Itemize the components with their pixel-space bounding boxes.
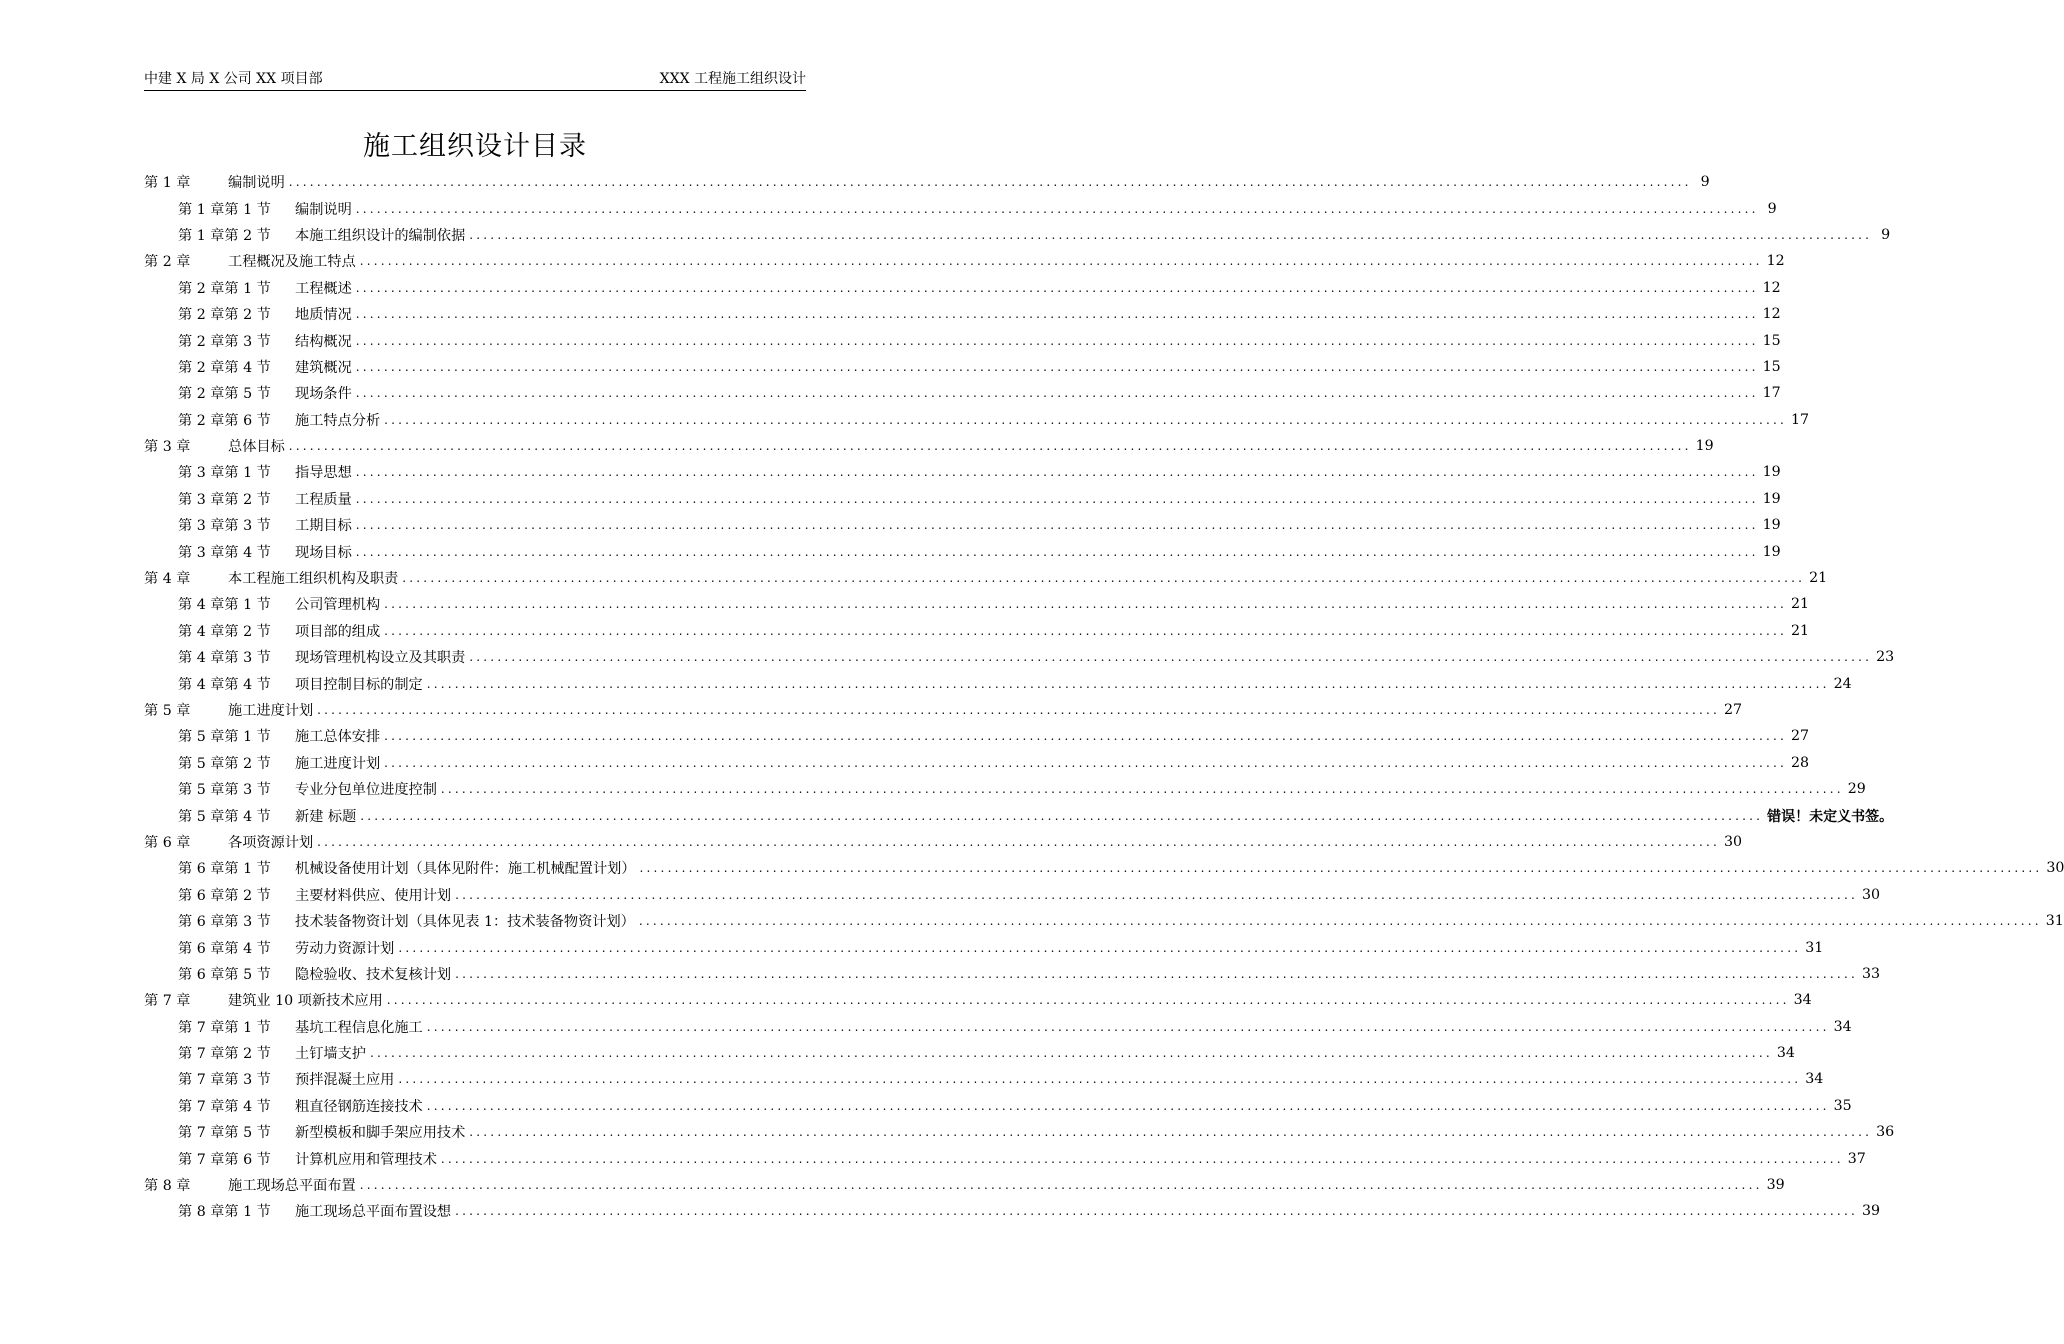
toc-leader-dots: ........................................................................................................................................................................................................ — [317, 703, 1721, 717]
toc-leader-dots: ........................................................................................................................................................................................................ — [384, 623, 1788, 638]
toc-entry-title: 施工现场总平面布置 — [228, 1178, 356, 1195]
toc-leader-dots: ........................................................................................................................................................................................................ — [384, 597, 1788, 612]
toc-leader-dots: ........................................................................................................................................................................................................ — [355, 491, 1759, 506]
toc-entry-number: 第 7 章第 1 节 — [178, 1019, 271, 1036]
toc-entry-number: 第 7 章第 2 节 — [178, 1046, 271, 1063]
toc-leader-dots: ........................................................................................................................................................................................................ — [398, 940, 1802, 955]
toc-page-number: 9 — [1700, 174, 1710, 191]
toc-page-number: 21 — [1791, 622, 1810, 639]
toc-leader-dots: ........................................................................................................................................................................................................ — [455, 966, 1858, 981]
toc-leader-dots: ........................................................................................................................................................................................................ — [355, 333, 1759, 348]
toc-section-entry[interactable] — [144, 380, 1781, 406]
toc-page-number: 9 — [1767, 200, 1777, 217]
toc-page-number: 39 — [1766, 1177, 1785, 1194]
toc-leader-dots: ........................................................................................................................................................................................................ — [355, 307, 1759, 322]
toc-entry-number: 第 1 章第 1 节 — [178, 201, 271, 218]
toc-leader-dots: ........................................................................................................................................................................................................ — [402, 571, 1806, 586]
toc-leader-dots: ........................................................................................................................................................................................................ — [384, 755, 1788, 770]
toc-leader-dots: ........................................................................................................................................................................................................ — [455, 887, 1858, 902]
toc-entry-title: 土钉墙支护 — [295, 1046, 366, 1063]
toc-entry-number: 第 6 章第 2 节 — [178, 887, 271, 904]
toc-entry-number: 第 6 章第 4 节 — [178, 940, 271, 957]
toc-leader-dots: ........................................................................................................................................................................................................ — [426, 1098, 1830, 1113]
toc-leader-dots: ........................................................................................................................................................................................................ — [638, 914, 2042, 929]
toc-section-entry[interactable] — [144, 908, 2064, 934]
toc-entry-number: 第 5 章第 1 节 — [178, 729, 271, 746]
toc-section-entry[interactable] — [144, 1198, 1881, 1224]
toc-page-number: 17 — [1791, 411, 1810, 428]
toc-entry-number: 第 6 章第 5 节 — [178, 966, 271, 983]
toc-page-number: 37 — [1847, 1150, 1866, 1167]
toc-entry-number: 第 2 章第 2 节 — [178, 307, 271, 324]
toc-entry-title: 新型模板和脚手架应用技术 — [295, 1125, 466, 1142]
toc-page-number: 21 — [1809, 570, 1828, 587]
toc-entry-title: 指导思想 — [295, 465, 352, 482]
toc-section-entry[interactable] — [144, 327, 1781, 353]
toc-entry-number: 第 3 章 — [144, 439, 191, 456]
toc-leader-dots: ........................................................................................................................................................................................................ — [384, 729, 1788, 744]
toc-leader-dots: ........................................................................................................................................................................................................ — [359, 1178, 1763, 1193]
toc-leader-dots: ........................................................................................................................................................................................................ — [355, 201, 1759, 216]
toc-page-number: 30 — [1724, 833, 1743, 850]
toc-entry-title: 施工进度计划 — [295, 755, 381, 772]
toc-section-entry[interactable] — [144, 195, 1777, 221]
toc-entry-title: 粗直径钢筋连接技术 — [295, 1098, 423, 1115]
toc-page-number: 19 — [1762, 517, 1781, 534]
toc-page-number: 19 — [1695, 438, 1714, 455]
toc-leader-dots: ........................................................................................................................................................................................................ — [469, 227, 1873, 242]
toc-section-entry[interactable] — [144, 459, 1781, 485]
toc-entry-title: 编制说明 — [228, 175, 285, 192]
toc-section-entry[interactable] — [144, 776, 1866, 802]
toc-section-entry[interactable] — [144, 538, 1781, 564]
toc-entry-number: 第 1 章第 2 节 — [178, 227, 271, 244]
toc-entry-title: 结构概况 — [295, 333, 352, 350]
toc-page-number: 15 — [1762, 332, 1781, 349]
toc-chapter-entry[interactable] — [144, 248, 1785, 274]
toc-section-entry[interactable] — [144, 1040, 1795, 1066]
toc-entry-number: 第 6 章第 1 节 — [178, 861, 271, 878]
toc-page-number: 19 — [1762, 543, 1781, 560]
toc-entry-title: 施工现场总平面布置设想 — [295, 1204, 452, 1221]
toc-section-entry[interactable] — [144, 591, 1810, 617]
toc-page-number: 30 — [2046, 860, 2064, 877]
page-header — [144, 64, 806, 91]
toc-entry-title: 施工进度计划 — [228, 703, 314, 719]
toc-chapter-entry[interactable] — [144, 697, 1743, 723]
toc-entry-title: 现场管理机构设立及其职责 — [295, 650, 466, 667]
toc-leader-dots: ........................................................................................................................................................................................................ — [355, 386, 1759, 401]
toc-chapter-entry[interactable] — [144, 433, 1714, 459]
toc-leader-dots: ........................................................................................................................................................................................................ — [469, 650, 1873, 665]
toc-section-entry[interactable] — [144, 354, 1781, 380]
toc-entry-number: 第 7 章第 6 节 — [178, 1151, 271, 1168]
toc-entry-title: 项目部的组成 — [295, 623, 381, 640]
toc-entry-title: 工程概况及施工特点 — [228, 254, 356, 271]
toc-section-entry[interactable] — [144, 961, 1881, 987]
toc-entry-number: 第 2 章第 1 节 — [178, 280, 271, 297]
toc-section-entry[interactable] — [144, 1119, 1895, 1145]
toc-entry-title: 专业分包单位进度控制 — [295, 782, 437, 799]
toc-entry-title: 计算机应用和管理技术 — [295, 1151, 437, 1168]
toc-page-number: 15 — [1762, 358, 1781, 375]
toc-entry-number: 第 5 章第 4 节 — [178, 808, 271, 825]
toc-section-entry[interactable] — [144, 1093, 1852, 1119]
toc-page-number: 34 — [1833, 1018, 1852, 1035]
toc-entry-number: 第 6 章第 3 节 — [178, 914, 271, 931]
toc-chapter-entry[interactable] — [144, 565, 1828, 591]
toc-leader-dots: ........................................................................................................................................................................................................ — [386, 993, 1790, 1008]
toc-section-entry[interactable] — [144, 1014, 1852, 1040]
toc-entry-title: 预拌混凝土应用 — [295, 1072, 395, 1089]
toc-leader-dots: ........................................................................................................................................................................................................ — [426, 676, 1830, 691]
toc-chapter-entry[interactable] — [144, 1172, 1785, 1198]
toc-leader-dots: ........................................................................................................................................................................................................ — [355, 465, 1759, 480]
toc-leader-dots: ........................................................................................................................................................................................................ — [355, 359, 1759, 374]
toc-section-entry[interactable] — [144, 723, 1810, 749]
toc-section-entry[interactable] — [144, 1145, 1866, 1171]
toc-section-entry[interactable] — [144, 407, 1810, 433]
toc-section-entry[interactable] — [144, 222, 1891, 248]
toc-entry-number: 第 2 章 — [144, 254, 191, 271]
toc-page-number: 35 — [1833, 1097, 1852, 1114]
toc-leader-dots: ........................................................................................................................................................................................................ — [455, 1204, 1858, 1219]
toc-leader-dots: ........................................................................................................................................................................................................ — [355, 280, 1759, 295]
toc-entry-number: 第 3 章第 3 节 — [178, 518, 271, 535]
toc-page-number: 21 — [1791, 596, 1810, 613]
toc-leader-dots: ........................................................................................................................................................................................................ — [317, 834, 1721, 849]
toc-page-number: 12 — [1762, 279, 1781, 296]
toc-section-entry[interactable] — [144, 301, 1781, 327]
toc-entry-number: 第 7 章 — [144, 993, 191, 1010]
toc-leader-dots: ........................................................................................................................................................................................................ — [469, 1125, 1873, 1140]
toc-section-entry[interactable] — [144, 934, 1824, 960]
toc-page-number: 36 — [1876, 1124, 1895, 1141]
toc-entry-title: 技术装备物资计划（具体见表 1：技术装备物资计划） — [295, 914, 635, 931]
header-left: 中建 X 局 X 公司 XX 项目部 — [144, 71, 323, 87]
toc-entry-title: 劳动力资源计划 — [295, 940, 395, 957]
toc-page-number: 17 — [1762, 385, 1781, 402]
toc-page-number: 30 — [1861, 886, 1881, 903]
toc-entry-title: 地质情况 — [295, 307, 352, 324]
toc-entry-number: 第 5 章第 3 节 — [178, 782, 271, 799]
toc-entry-number: 第 4 章第 3 节 — [178, 650, 271, 667]
toc-leader-dots: ........................................................................................................................................................................................................ — [639, 861, 2043, 876]
toc-page-number: 34 — [1805, 1071, 1824, 1088]
toc-entry-title: 施工总体安排 — [295, 729, 381, 746]
toc-leader-dots: ........................................................................................................................................................................................................ — [369, 1046, 1773, 1061]
toc-page-number: 31 — [1805, 939, 1824, 956]
header-right: XXX 工程施工组织设计 — [659, 71, 806, 87]
toc-section-entry[interactable] — [144, 618, 1810, 644]
toc-section-entry[interactable] — [144, 512, 1781, 538]
toc-entry-number: 第 1 章 — [144, 175, 191, 192]
toc-entry-number: 第 8 章 — [144, 1178, 191, 1195]
toc-chapter-entry[interactable] — [144, 169, 1710, 195]
toc-entry-number: 第 4 章第 1 节 — [178, 597, 271, 614]
toc-leader-dots: ........................................................................................................................................................................................................ — [360, 808, 1764, 823]
toc-section-entry[interactable] — [144, 644, 1895, 670]
toc-page-number: 34 — [1793, 992, 1812, 1009]
toc-entry-title: 工程质量 — [295, 491, 352, 508]
toc-chapter-entry[interactable] — [144, 987, 1812, 1013]
toc-entry-title: 现场目标 — [295, 544, 352, 561]
toc-page-number: 39 — [1861, 1203, 1881, 1220]
toc-leader-dots: ........................................................................................................................................................................................................ — [288, 175, 1692, 190]
toc-page-number: 31 — [2045, 913, 2064, 930]
toc-entry-number: 第 2 章第 3 节 — [178, 333, 271, 350]
toc-leader-dots: ........................................................................................................................................................................................................ — [440, 782, 1844, 797]
toc-leader-dots: ........................................................................................................................................................................................................ — [440, 1151, 1844, 1166]
toc-page-number: 12 — [1766, 253, 1785, 270]
toc-entry-number: 第 5 章 — [144, 703, 191, 719]
toc-leader-dots: ........................................................................................................................................................................................................ — [384, 412, 1788, 427]
toc-entry-number: 第 6 章 — [144, 834, 191, 851]
toc-leader-dots: ........................................................................................................................................................................................................ — [359, 254, 1763, 269]
page-title: 施工组织设计目录 — [363, 131, 587, 162]
toc-page-number: 23 — [1876, 649, 1895, 666]
toc-page-number: 34 — [1776, 1045, 1795, 1062]
toc-page-number: 27 — [1791, 728, 1810, 745]
toc-entry-title: 主要材料供应、使用计划 — [295, 887, 452, 904]
toc-section-entry[interactable] — [144, 882, 1881, 908]
toc-section-entry[interactable] — [144, 1066, 1824, 1092]
toc-entry-number: 第 7 章第 4 节 — [178, 1098, 271, 1115]
toc-section-entry[interactable] — [144, 486, 1781, 512]
toc-entry-title: 各项资源计划 — [228, 834, 314, 851]
toc-entry-title: 本施工组织设计的编制依据 — [295, 227, 466, 244]
toc-leader-dots: ........................................................................................................................................................................................................ — [398, 1072, 1802, 1087]
toc-page-number: 33 — [1861, 965, 1881, 982]
toc-entry-number: 第 7 章第 5 节 — [178, 1125, 271, 1142]
toc-entry-title: 编制说明 — [295, 201, 352, 218]
toc-entry-title: 总体目标 — [228, 439, 285, 456]
toc-entry-title: 施工特点分析 — [295, 412, 381, 429]
toc-section-entry[interactable] — [144, 750, 1810, 776]
toc-section-entry[interactable] — [144, 275, 1781, 301]
toc-entry-number: 第 3 章第 2 节 — [178, 491, 271, 508]
toc-page-number: 19 — [1762, 464, 1781, 481]
toc-entry-number: 第 8 章第 1 节 — [178, 1204, 271, 1221]
toc-entry-title: 隐检验收、技术复核计划 — [295, 966, 452, 983]
toc-chapter-entry[interactable] — [144, 829, 1743, 855]
toc-entry-title: 本工程施工组织机构及职责 — [228, 571, 399, 588]
toc-entry-title: 机械设备使用计划（具体见附件：施工机械配置计划） — [295, 861, 636, 878]
toc-entry-title: 项目控制目标的制定 — [295, 676, 423, 693]
toc-entry-number: 第 7 章第 3 节 — [178, 1072, 271, 1089]
toc-page-number: 12 — [1762, 306, 1781, 323]
toc-page-number: 28 — [1791, 754, 1810, 771]
toc-leader-dots: ........................................................................................................................................................................................................ — [355, 518, 1759, 533]
toc-page-number: 27 — [1724, 702, 1743, 718]
toc-entry-number: 第 3 章第 1 节 — [178, 465, 271, 482]
toc-leader-dots: ........................................................................................................................................................................................................ — [288, 439, 1692, 454]
toc-page-number: 19 — [1762, 490, 1781, 507]
toc-section-entry[interactable] — [144, 802, 1894, 828]
toc-entry-number: 第 3 章第 4 节 — [178, 544, 271, 561]
toc-bookmark-error: 错误！未定义书签。 — [1767, 808, 1894, 825]
toc-section-entry[interactable] — [144, 670, 1852, 696]
toc-entry-title: 公司管理机构 — [295, 597, 381, 614]
toc-entry-title: 建筑业 10 项新技术应用 — [228, 993, 383, 1010]
toc-entry-number: 第 4 章第 2 节 — [178, 623, 271, 640]
toc-entry-number: 第 2 章第 5 节 — [178, 386, 271, 403]
toc-entry-number: 第 2 章第 4 节 — [178, 359, 271, 376]
toc-entry-number: 第 2 章第 6 节 — [178, 412, 271, 429]
toc-entry-title: 现场条件 — [295, 386, 352, 403]
toc-entry-title: 建筑概况 — [295, 359, 352, 376]
toc-page-number: 24 — [1833, 675, 1852, 692]
toc-page-number: 9 — [1881, 226, 1891, 243]
toc-entry-number: 第 5 章第 2 节 — [178, 755, 271, 772]
toc-entry-title: 新建 标题 — [295, 808, 357, 825]
table-of-contents — [144, 169, 2064, 1225]
toc-page-number: 29 — [1847, 781, 1866, 798]
toc-entry-title: 工程概述 — [295, 280, 352, 297]
toc-section-entry[interactable] — [144, 855, 2064, 881]
toc-entry-number: 第 4 章 — [144, 571, 191, 588]
toc-entry-number: 第 4 章第 4 节 — [178, 676, 271, 693]
toc-entry-title: 基坑工程信息化施工 — [295, 1019, 423, 1036]
toc-entry-title: 工期目标 — [295, 518, 352, 535]
toc-leader-dots: ........................................................................................................................................................................................................ — [355, 544, 1759, 559]
toc-leader-dots: ........................................................................................................................................................................................................ — [426, 1019, 1830, 1034]
